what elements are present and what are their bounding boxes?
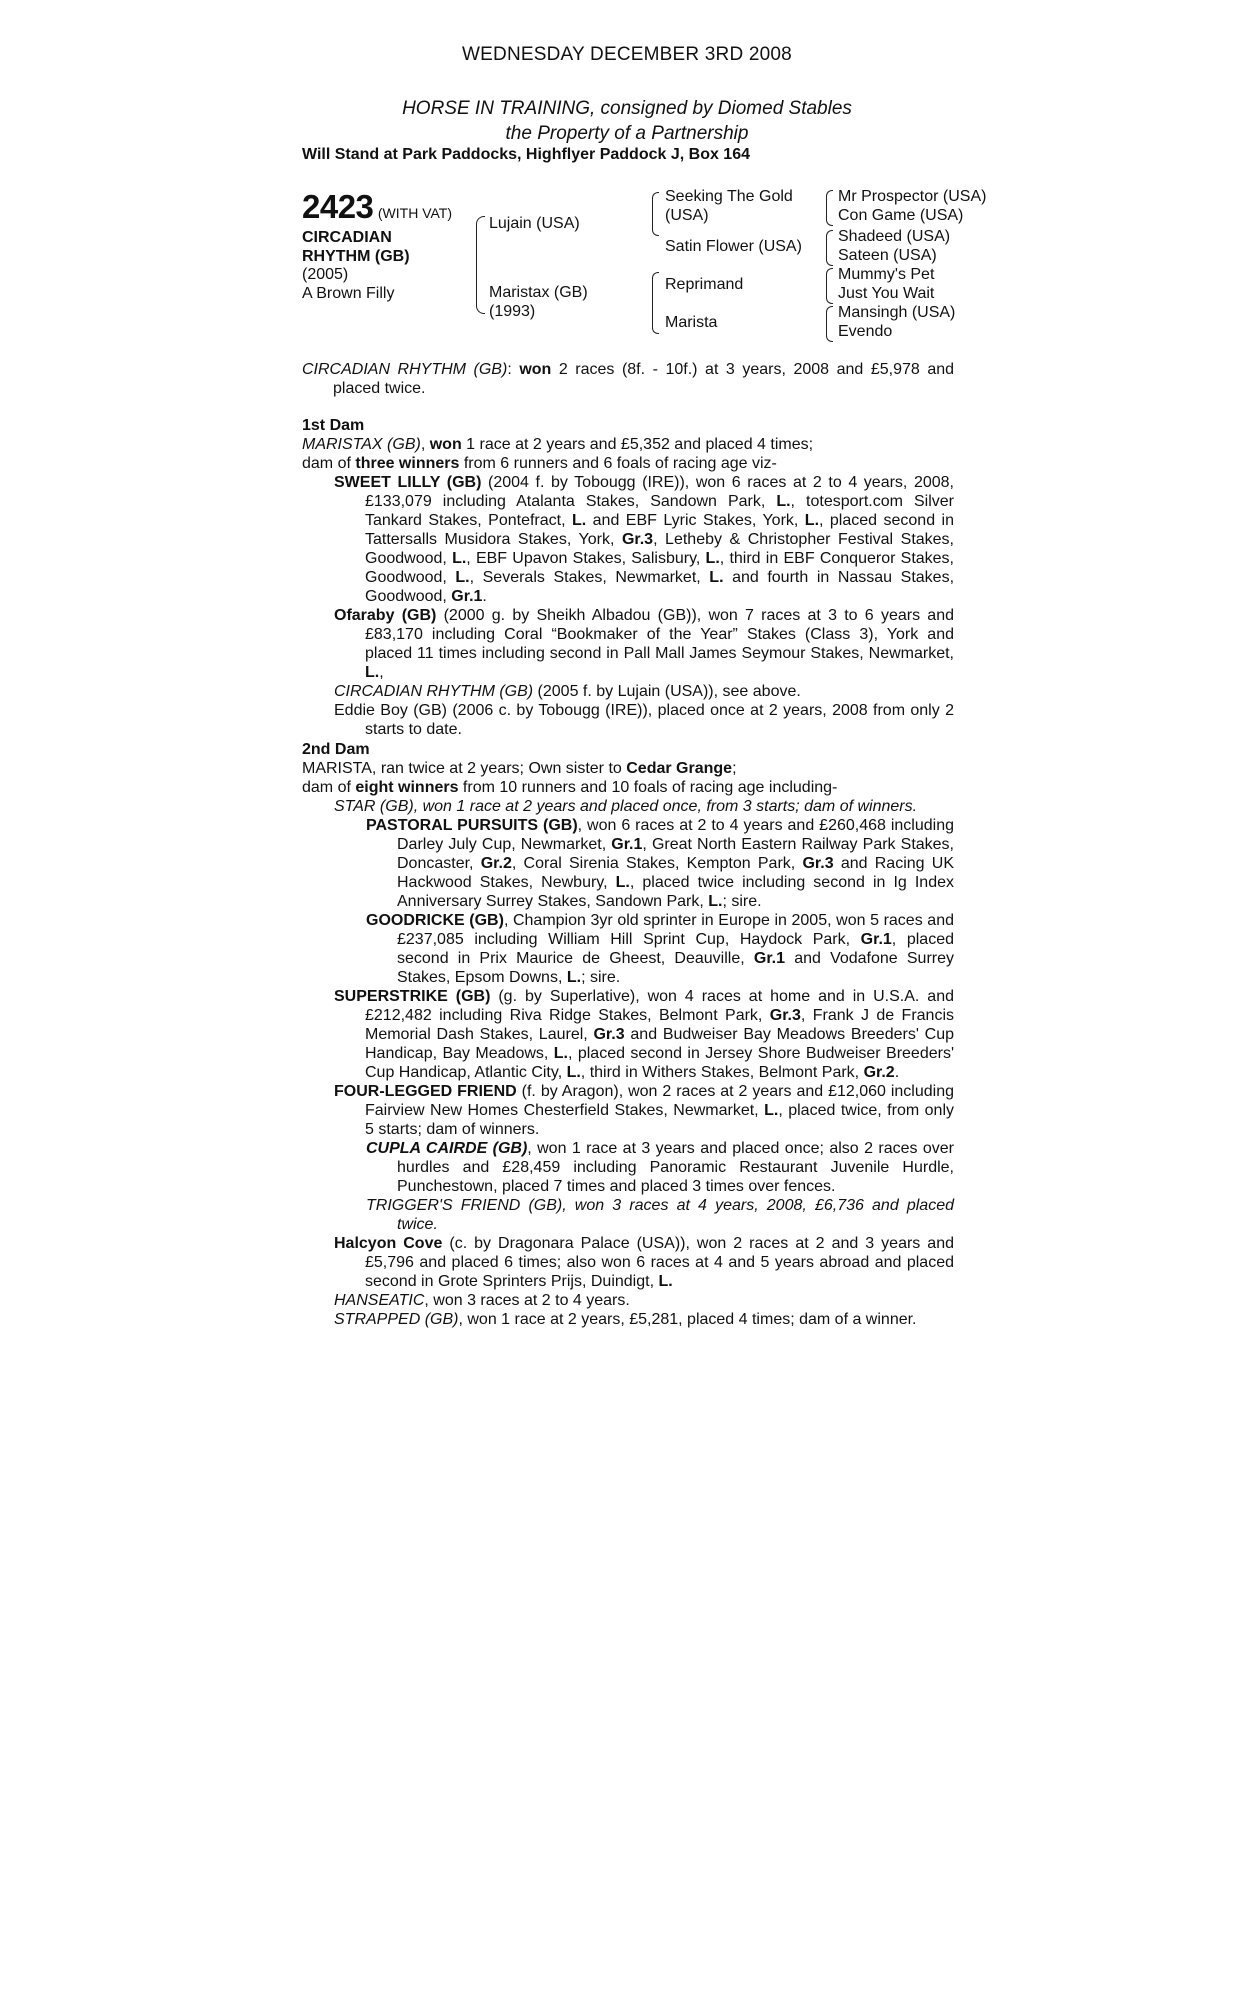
- produce-entry: Ofaraby (GB) (2000 g. by Sheikh Albadou (GB)), won 7 races at 3 to 6 years and £83,170 including Coral “Bookmaker of the Year” Stakes (Class 3), York and placed 11 times including second in Pall Mall James Seymour Stakes, Newmarket, L.,: [334, 607, 954, 681]
- dam-sire: Reprimand: [665, 276, 744, 293]
- sire-sire: Seeking The Gold: [665, 188, 793, 205]
- produce-entry: STAR (GB), won 1 race at 2 years and placed once, from 3 starts; dam of winners.: [334, 798, 918, 815]
- sire-sire-sire: Mr Prospector (USA): [838, 188, 987, 205]
- race-summary: CIRCADIAN RHYTHM (GB): won 2 races (8f. - 10f.) at 3 years, 2008 and £5,978 and placed twice.: [302, 361, 955, 397]
- horse-name-line2: RHYTHM (GB): [302, 248, 410, 265]
- produce-entry: SWEET LILLY (GB) (2004 f. by Tobougg (IRE)), won 6 races at 2 to 4 years, 2008, £133,079 including Atalanta Stakes, Sandown Park, L., totesport.com Silver Tankard Stakes, Pontefract, L. and EBF Lyric Stakes, York, L., placed second in Tattersalls Musidora Stakes, York, Gr.3, Letheby & Christopher Festival Stakes, Goodwood, L., EBF Upavon Stakes, Salisbury, L., third in EBF Conqueror Stakes, Goodwood, L., Severals Stakes, Newmarket, L. and fourth in Nassau Stakes, Goodwood, Gr.1.: [334, 474, 955, 605]
- horse-name: [302, 228, 452, 266]
- vat-note: (WITH VAT): [377, 205, 453, 221]
- pedigree-brace: [826, 230, 833, 266]
- produce-entry: TRIGGER'S FRIEND (GB), won 3 races at 4 years, 2008, £6,736 and placed twice.: [366, 1197, 954, 1233]
- produce-entry: CUPLA CAIRDE (GB), won 1 race at 3 years and placed once; also 2 races over hurdles and £28,459 including Panoramic Restaurant Juvenile Hurdle, Punchestown, placed 7 times and placed 3 times over fences.: [366, 1140, 954, 1195]
- sire-dam-sire: Shadeed (USA): [838, 228, 951, 245]
- dam: Maristax (GB): [489, 284, 588, 301]
- horse-name-line1: CIRCADIAN: [302, 229, 392, 246]
- produce-entry: STRAPPED (GB), won 1 race at 2 years, £5,281, placed 4 times; dam of a winner.: [334, 1311, 917, 1328]
- first-dam-section: [302, 416, 954, 739]
- pedigree-brace: [652, 272, 659, 334]
- section-heading: 2nd Dam: [302, 741, 370, 758]
- horse-year: (2005): [302, 266, 349, 283]
- pedigree-brace: [826, 268, 833, 304]
- dam-year: (1993): [489, 303, 536, 320]
- produce-entry: FOUR-LEGGED FRIEND (f. by Aragon), won 2 races at 2 years and £12,060 including Fairview New Homes Chesterfield Stakes, Newmarket, L., placed twice, from only 5 starts; dam of winners.: [334, 1083, 955, 1138]
- produce-entry: CIRCADIAN RHYTHM (GB) (2005 f. by Lujain (USA)), see above.: [334, 683, 801, 700]
- section-heading: 1st Dam: [302, 417, 365, 434]
- sire-dam: Satin Flower (USA): [665, 238, 802, 255]
- dam-produce-summary: dam of three winners from 6 runners and 6 foals of racing age viz-: [302, 455, 777, 472]
- produce-entry: PASTORAL PURSUITS (GB), won 6 races at 2 to 4 years and £260,468 including Darley July Cup, Newmarket, Gr.1, Great North Eastern Railway Park Stakes, Doncaster, Gr.2, Coral Sirenia Stakes, Kempton Park, Gr.3 and Racing UK Hackwood Stakes, Newbury, L., placed twice including second in Ig Index Anniversary Surrey Stakes, Sandown Park, L.; sire.: [366, 817, 954, 910]
- second-dam-section: [302, 740, 954, 1329]
- consignment-line: HORSE IN TRAINING, consigned by Diomed Stables: [402, 98, 852, 119]
- dam-sire-sire: Mummy's Pet: [838, 266, 935, 283]
- dam-dam-sire: Mansingh (USA): [838, 304, 956, 321]
- dam-record: MARISTAX (GB), won 1 race at 2 years and £5,352 and placed 4 times;: [302, 436, 814, 453]
- produce-entry: Halcyon Cove (c. by Dragonara Palace (USA)), won 2 races at 2 and 3 years and £5,796 and placed 6 times; also won 6 races at 4 and 5 years abroad and placed second in Grote Sprinters Prijs, Duindigt, L.: [334, 1235, 954, 1290]
- dam-dam: Marista: [665, 314, 718, 331]
- sire: Lujain (USA): [489, 215, 580, 232]
- dam-dam-dam: Evendo: [838, 323, 893, 340]
- pedigree-brace: [826, 190, 833, 226]
- sire-sire-country: (USA): [665, 207, 709, 224]
- produce-entry: Eddie Boy (GB) (2006 c. by Tobougg (IRE)), placed once at 2 years, 2008 from only 2 starts to date.: [334, 702, 954, 738]
- sale-date: WEDNESDAY DECEMBER 3RD 2008: [462, 44, 792, 65]
- lot-number: 2423: [302, 188, 374, 225]
- horse-description: A Brown Filly: [302, 285, 395, 302]
- dam-record: MARISTA, ran twice at 2 years; Own sister to Cedar Grange;: [302, 760, 737, 777]
- stand-location: Will Stand at Park Paddocks, Highflyer Paddock J, Box 164: [302, 146, 750, 163]
- sire-dam-dam: Sateen (USA): [838, 247, 937, 264]
- sire-sire-dam: Con Game (USA): [838, 207, 964, 224]
- produce-entry: SUPERSTRIKE (GB) (g. by Superlative), won 4 races at home and in U.S.A. and £212,482 including Riva Ridge Stakes, Belmont Park, Gr.3, Frank J de Francis Memorial Dash Stakes, Laurel, Gr.3 and Budweiser Bay Meadows Breeders' Cup Handicap, Bay Meadows, L., placed second in Jersey Shore Budweiser Breeders' Cup Handicap, Atlantic City, L., third in Withers Stakes, Belmont Park, Gr.2.: [334, 988, 955, 1081]
- dam-sire-dam: Just You Wait: [838, 285, 935, 302]
- produce-entry: HANSEATIC, won 3 races at 2 to 4 years.: [334, 1292, 630, 1309]
- race-record: [302, 360, 954, 398]
- ownership-line: the Property of a Partnership: [505, 123, 749, 144]
- lot-number-block: [302, 188, 452, 226]
- produce-entry: GOODRICKE (GB), Champion 3yr old sprinter in Europe in 2005, won 5 races and £237,085 including William Hill Sprint Cup, Haydock Park, Gr.1, placed second in Prix Maurice de Gheest, Deauville, Gr.1 and Vodafone Surrey Stakes, Epsom Downs, L.; sire.: [366, 912, 955, 986]
- pedigree-brace: [652, 192, 659, 236]
- pedigree-brace: [826, 306, 833, 342]
- dam-produce-summary: dam of eight winners from 10 runners and 10 foals of racing age including-: [302, 779, 838, 796]
- pedigree-brace: [476, 216, 485, 314]
